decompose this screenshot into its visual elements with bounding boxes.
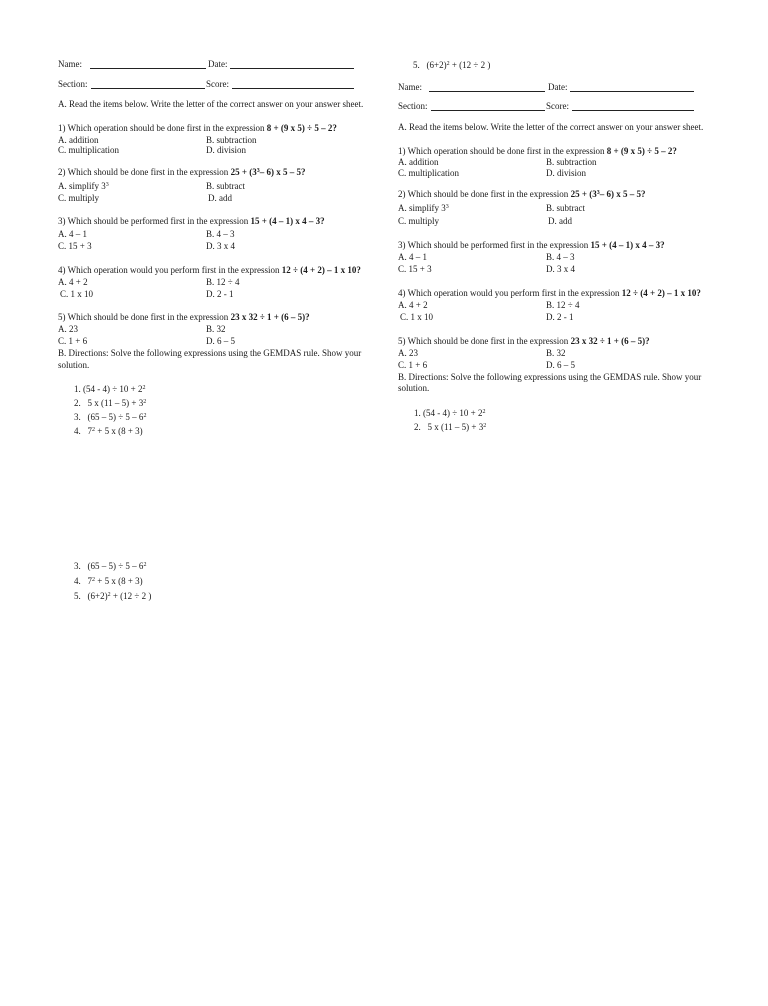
score-label: Score: [206,79,229,89]
q3-choice-a-right: A. 4 – 1 [398,252,427,262]
q3-choice-a: A. 4 – 1 [58,229,87,239]
q4-choice-d: D. 2 - 1 [206,289,234,299]
q2-choice-b: B. subtract [206,181,245,191]
section-line [91,88,205,89]
q1-choice-b: B. subtraction [206,135,257,145]
q5-choice-a-right: A. 23 [398,348,418,358]
question-3-right: 3) Which should be performed first in the expression 15 + (4 – 1) x 4 – 3? [398,240,665,250]
date-label: Date: [208,59,228,69]
name-line-right [429,91,545,92]
score-line [232,88,354,89]
part-b-directions-cont-right: solution. [398,383,430,393]
q5-choice-c-right: C. 1 + 6 [398,360,428,370]
question-2-right: 2) Which should be done first in the expression $25 + (3^3-$ 6) x 5 – 5? [398,189,646,199]
part-b-directions-right: B. Directions: Solve the following expressions using the GEMDAS rule. Show your [398,372,702,382]
q3-choice-b-right: B. 4 – 3 [546,252,575,262]
score-label-right: Score: [546,101,569,111]
q5-choice-b-right: B. 32 [546,348,566,358]
date-label-right: Date: [548,82,568,92]
section-label-right: Section: [398,101,428,111]
date-line [230,68,354,69]
q1-choice-d-right: D. division [546,168,587,178]
q5-choice-a: A. 23 [58,324,78,334]
q2-choice-c: C. multiply [58,193,100,203]
q4-choice-c-right: C. 1 x 10 [400,312,434,322]
q2-choice-b-right: B. subtract [546,203,585,213]
q1-choice-c: C. multiplication [58,145,119,155]
q3-choice-c: C. 15 + 3 [58,241,92,251]
part-a-directions: A. Read the items below. Write the letter of the correct answer on your answer sheet. [58,99,364,109]
question-3: 3) Which should be performed first in the expression 15 + (4 – 1) x 4 – 3? [58,216,325,226]
part-b-item-5-top: 5. $(6+2)^2 + (12 \div 2$ ) [413,60,491,70]
q3-choice-d-right: D. 3 x 4 [546,264,575,274]
q1-choice-d: D. division [206,145,247,155]
part-b-item-1-right: 1. $(54 - 4) \div 10 + 2^2$ [414,408,486,418]
q1-choice-b-right: B. subtraction [546,157,597,167]
q4-choice-b: B. 12 ÷ 4 [206,277,240,287]
q4-choice-b-right: B. 12 ÷ 4 [546,300,580,310]
part-b-item-4: 4. $7^2 + 5$ x (8 + 3) [74,426,143,436]
question-2: 2) Which should be done first in the expression $25 + (3^3-$ 6) x 5 – 5? [58,167,306,177]
q4-choice-d-right: D. 2 - 1 [546,312,574,322]
part-b-item-1: 1. $(54 - 4) \div 10 + 2^2$ [74,384,146,394]
part-b-item-3: 3. $(65 - 5) \div 5 - 6^2$ [74,412,147,422]
q1-choice-a: A. addition [58,135,99,145]
part-b-directions: B. Directions: Solve the following expressions using the GEMDAS rule. Show your [58,348,362,358]
q3-choice-b: B. 4 – 3 [206,229,235,239]
q4-choice-a-right: A. 4 + 2 [398,300,428,310]
name-label-right: Name: [398,82,422,92]
part-a-directions-right: A. Read the items below. Write the letter of the correct answer on your answer sheet. [398,122,704,132]
part-b-item-2: 2. 5 x $(11 - 5) + 3^2$ [74,398,147,408]
question-4: 4) Which operation would you perform first in the expression 12 ÷ (4 + 2) – 1 x 10? [58,265,361,275]
q2-choice-c-right: C. multiply [398,216,440,226]
name-label: Name: [58,59,82,69]
part-b-directions-cont: solution. [58,360,90,370]
part-b-item-2-right: 2. 5 x $(11 - 5) + 3^2$ [414,422,487,432]
q2-choice-a: A. simplify $3^3$ [58,181,109,191]
q3-choice-c-right: C. 15 + 3 [398,264,432,274]
part-b-item-4-repeat: 4. $7^2 + 5$ x (8 + 3) [74,576,143,586]
q4-choice-a: A. 4 + 2 [58,277,88,287]
question-5-right: 5) Which should be done first in the expression 23 x 32 ÷ 1 + (6 – 5)? [398,336,650,346]
score-line-right [572,110,694,111]
q4-choice-c: C. 1 x 10 [60,289,94,299]
name-line [90,68,206,69]
section-label: Section: [58,79,88,89]
part-b-item-3-repeat: 3. $(65 - 5) \div 5 - 6^2$ [74,561,147,571]
q5-choice-c: C. 1 + 6 [58,336,88,346]
section-line-right [431,110,545,111]
q5-choice-b: B. 32 [206,324,226,334]
q3-choice-d: D. 3 x 4 [206,241,235,251]
q5-choice-d: D. 6 – 5 [206,336,235,346]
part-b-item-5: 5. $(6+2)^2 + (12 \div 2$ ) [74,591,152,601]
question-4-right: 4) Which operation would you perform first in the expression 12 ÷ (4 + 2) – 1 x 10? [398,288,701,298]
q5-choice-d-right: D. 6 – 5 [546,360,575,370]
q2-choice-d: D. add [208,193,232,203]
question-5: 5) Which should be done first in the expression 23 x 32 ÷ 1 + (6 – 5)? [58,312,310,322]
q2-choice-a-right: A. simplify $3^3$ [398,203,449,213]
q1-choice-c-right: C. multiplication [398,168,459,178]
question-1: 1) Which operation should be done first in the expression 8 + (9 x 5) ÷ 5 – 2? [58,123,337,133]
q2-choice-d-right: D. add [548,216,572,226]
question-1-right: 1) Which operation should be done first in the expression 8 + (9 x 5) ÷ 5 – 2? [398,146,677,156]
date-line-right [570,91,694,92]
q1-choice-a-right: A. addition [398,157,439,167]
